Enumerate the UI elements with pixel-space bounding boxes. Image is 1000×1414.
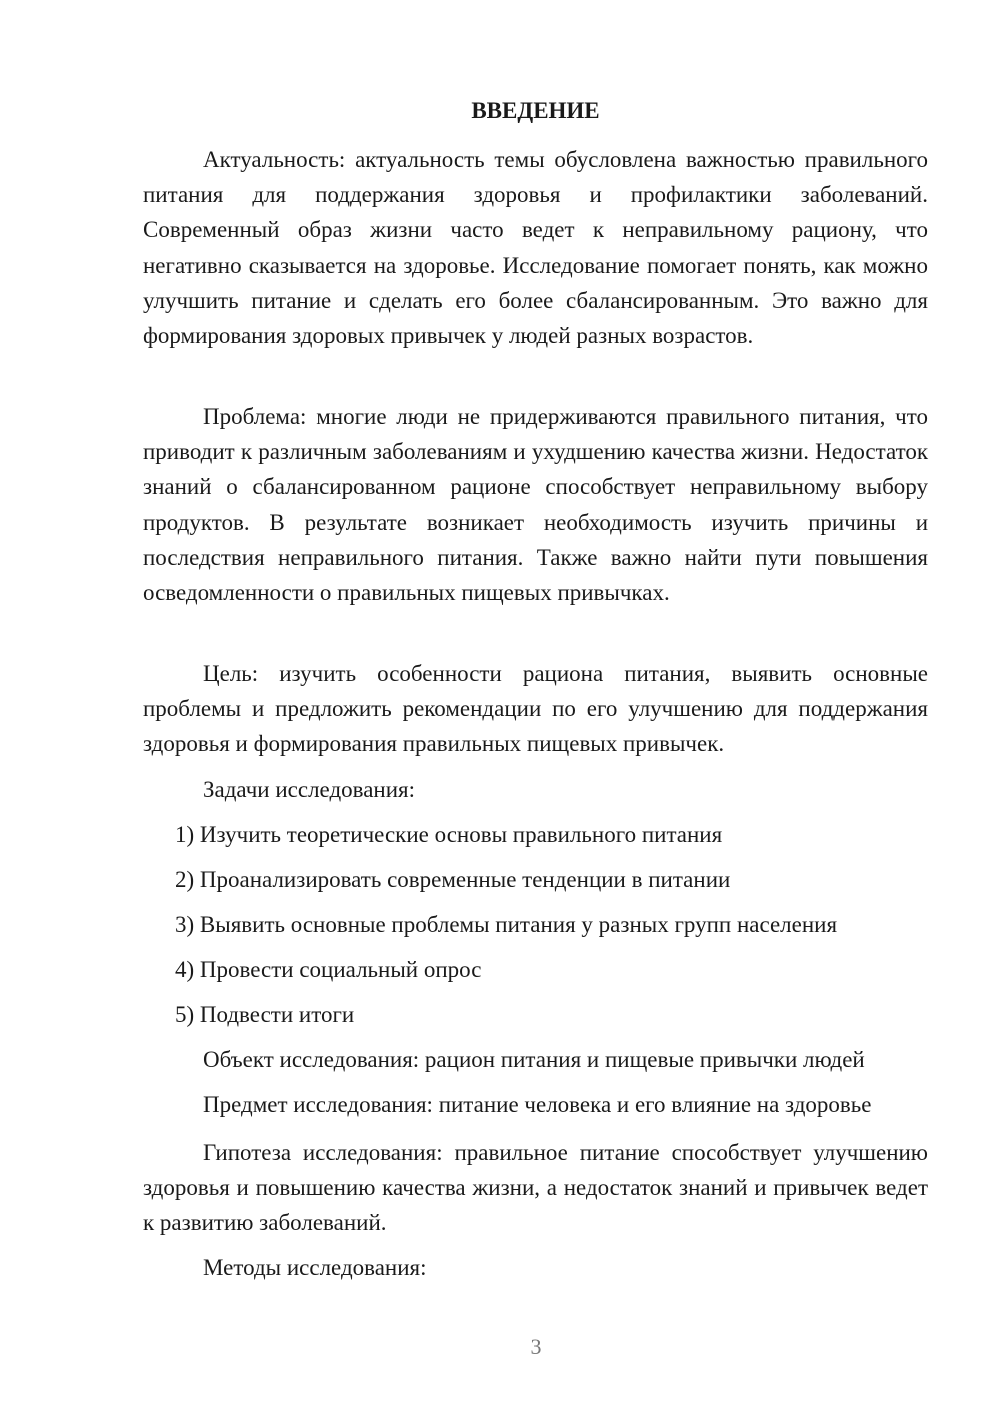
goal-paragraph: Цель: изучить особенности рациона питания, выявить основные проблемы и предложить рекомендации по его улучшению для поддержания здоровья и формирования правильных пищевых привычек.: [143, 661, 928, 757]
hypothesis-paragraph: Гипотеза исследования: правильное питание способствует улучшению здоровья и повышению качества жизни, а недостаток знаний и привычек ведет к развитию заболеваний.: [143, 1140, 928, 1236]
task-item: 2) Проанализировать современные тенденции в питании: [175, 867, 731, 892]
research-subject: Предмет исследования: питание человека и его влияние на здоровье: [203, 1092, 872, 1117]
methods-heading: Методы исследования:: [203, 1255, 427, 1280]
relevance-paragraph: Актуальность: актуальность темы обусловлена важностью правильного питания для поддержания здоровья и профилактики заболеваний. Современный образ жизни часто ведет к неправильному рациону, что негативно сказывается на здоровье. Исследование помогает понять, как можно улучшить питание и сделать его более сбалансированным. Это важно для формирования здоровых привычек у людей разных возрастов.: [143, 147, 928, 349]
page-number: 3: [530, 1334, 542, 1359]
task-item: 5) Подвести итоги: [175, 1002, 355, 1027]
tasks-heading: Задачи исследования:: [203, 777, 416, 802]
task-item: 3) Выявить основные проблемы питания у разных групп населения: [175, 912, 838, 937]
task-item: 4) Провести социальный опрос: [175, 957, 482, 982]
problem-paragraph: Проблема: многие люди не придерживаются правильного питания, что приводит к различным заболеваниям и ухудшению качества жизни. Недостаток знаний о сбалансированном рационе способствует неправильному выбору продуктов. В результате возникает необходимость изучить причины и последствия неправильного питания. Также важно найти пути повышения осведомленности о правильных пищевых привычках.: [143, 404, 928, 606]
task-item: 1) Изучить теоретические основы правильного питания: [175, 822, 723, 847]
research-object: Объект исследования: рацион питания и пищевые привычки людей: [203, 1047, 865, 1072]
section-title: ВВЕДЕНИЕ: [471, 98, 600, 123]
